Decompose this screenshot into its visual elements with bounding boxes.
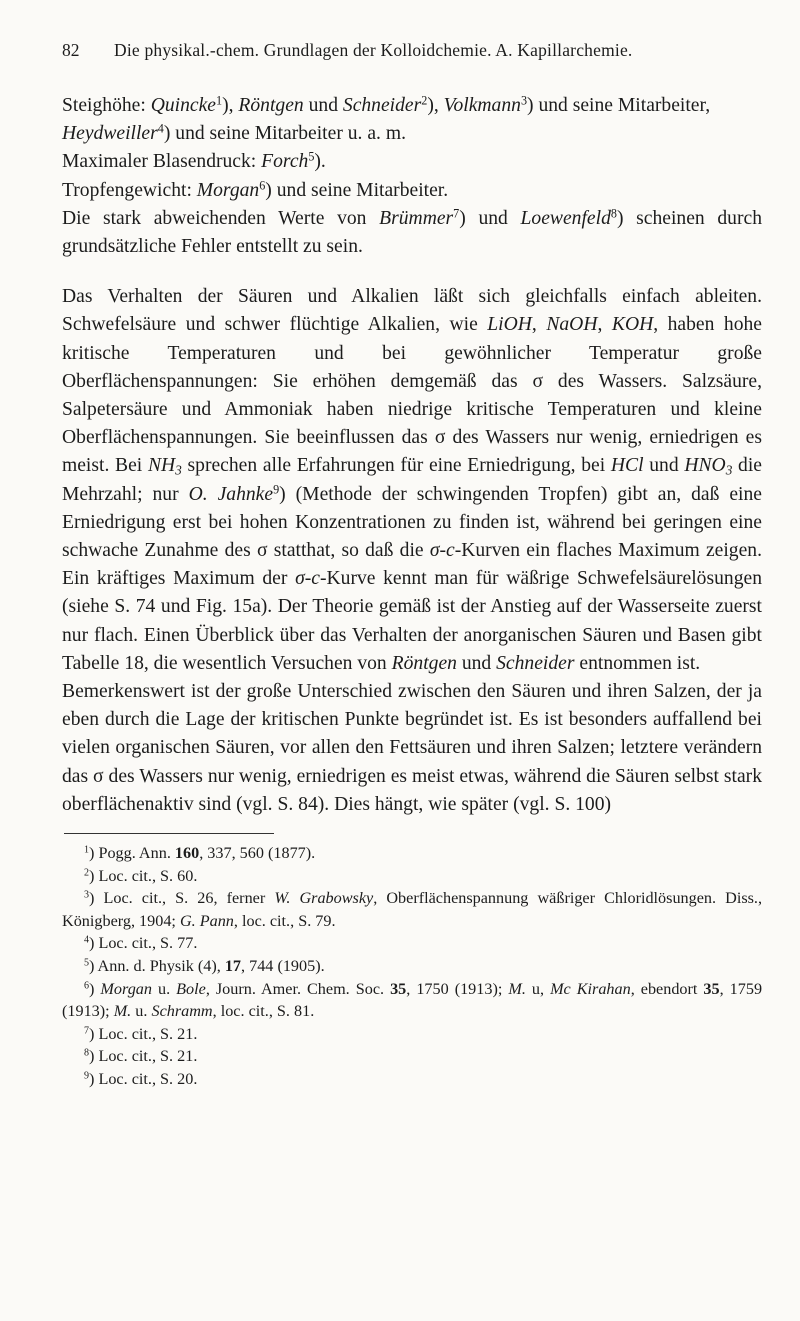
footnote-ref-6: 6 [259,177,266,192]
page-number: 82 [62,40,80,60]
footnote-ref-4: 4 [157,121,164,136]
formula-hcl: HCl [610,455,644,477]
footnote-8: $^8$) Loc. cit., S. 21. [84,1047,198,1066]
footnote-4: $^4$) Loc. cit., S. 77. [84,934,198,953]
symbol-sigma-c-2: σ-c [295,568,320,590]
footnote-1: $^1$) Pogg. Ann. 160, 337, 560 (1877). [84,844,316,863]
footnote-ref-9: 9 [273,481,280,496]
formula-hno3: $HNO_3$ [684,455,733,478]
footnotes [62,842,762,1091]
footnote-ref-8: 8 [610,206,617,221]
running-header [62,40,762,70]
line-tropfengewicht: Tropfengewicht: Morgan$^6$) und seine Mitarbeiter. [62,177,449,201]
footnote-ref-1: 1 [216,93,223,108]
footnote-ref-5: 5 [308,149,315,164]
paragraph-saeuren-alkalien: Das Verhalten der Säuren und Alkalien läßt sich gleichfalls einfach ableiten. Schwefelsäure und schwer flüchtige Alkalien, wie LiOH, NaOH, KOH, haben hohe kritische Temperaturen und bei gewöhnlicher Temperatur große Oberflächenspannungen: Sie erhöhen demgemäß das σ des Wassers. Salzsäure, Salpetersäure und Ammoniak haben niedrige kritische Temperaturen und kleine Oberflächenspannungen. Sie beeinflussen das σ des Wassers nur wenig, erniedrigen es meist. Bei $NH_3$ sprechen alle Erfahrungen für eine Erniedrigung, bei HCl und $HNO_3$ die Mehrzahl; nur O. Jahnke$^9$) (Methode der schwingenden Tropfen) gibt an, daß eine Erniedrigung erst bei hohen Konzentrationen zu finden ist, während bei geringen eine schwache Zunahme des σ statthat, so daß die σ-c-Kurven ein flaches Maximum zeigen. Ein kräftiges Maximum der σ-c-Kurve kennt man für wäßrige Schwefelsäurelösungen (siehe S. 74 und Fig. 15a). Der Theorie gemäß ist der Anstieg auf der Wasserseite zuerst nur flach. Einen Überblick über das Verhalten der anorganischen Säuren und Basen gibt Tabelle 18, die wesentlich Versuchen von Röntgen und Schneider entnommen ist. [62,286,762,674]
footnote-5: $^5$) Ann. d. Physik (4), 17, 744 (1905). [84,957,325,976]
symbol-sigma-c: σ-c [429,540,455,562]
paragraph-gap [62,261,762,283]
author-volkmann: Volkmann [443,95,521,116]
author-rontgen: Röntgen [238,95,304,116]
author-loewenfeld: Loewenfeld [520,207,611,229]
main-text [62,92,762,819]
author-brummer: Brümmer [379,207,454,229]
author-quincke: Quincke [150,95,216,116]
author-forch: Forch [261,151,309,173]
line-steighoehe: Steighöhe: Quincke$^1$), Röntgen und Schneider$^2$), Volkmann$^3$) und seine Mitarbeiter, Heydweiller$^4$) und seine Mitarbeiter u. a. m. [62,93,711,145]
author-rontgen-2: Röntgen [391,652,457,674]
footnote-ref-3: 3 [520,93,528,108]
paragraph-bemerkenswert: Bemerkenswert ist der große Unterschied zwischen den Säuren und ihren Salzen, der ja eben durch die Lage der kritischen Punkte begründet ist. Es ist besonders auffallend bei vielen organischen Säuren, vor allen den Fettsäuren und ihren Salzen; letztere verändern das σ des Wassers nur wenig, erniedrigen es meist etwas, während die Säuren selbst stark oberflächenaktiv sind (vgl. S. 84). Dies hängt, wie später (vgl. S. 100) [62,681,762,815]
footnote-9: $^9$) Loc. cit., S. 20. [84,1070,198,1089]
footnote-rule [64,833,274,834]
footnote-3: $^3$) Loc. cit., S. 26, ferner W. Grabowsky, Oberflächenspannung wäßriger Chloridlösungen. Diss., Königberg, 1904; G. Pann, loc. cit., S. 79. [62,889,763,930]
line-abweichende-werte: Die stark abweichenden Werte von Brümmer$^7$) und Loewenfeld$^8$) scheinen durch grundsätzliche Fehler entstellt zu sein. [62,206,762,258]
footnote-7: $^7$) Loc. cit., S. 21. [84,1024,198,1043]
footnote-ref-2: 2 [421,93,428,108]
author-jahnke: O. Jahnke [188,483,274,505]
formula-nh3: $NH_3$ [147,455,182,478]
running-title: Die physikal.-chem. Grundlagen der Kolloidchemie. A. Kapillarchemie. [114,40,633,60]
line-blasendruck: Maximaler Blasendruck: Forch$^5$). [62,149,326,173]
author-schneider: Schneider [342,95,422,116]
footnote-6: $^6$) Morgan u. Bole, Journ. Amer. Chem. Soc. 35, 1750 (1913); M. u, Mc Kirahan, ebendort 35, 1759 (1913); M. u. Schramm, loc. cit., S. 81. [62,979,763,1021]
author-morgan: Morgan [196,179,260,201]
formula-koh: KOH [611,314,654,336]
footnote-ref-7: 7 [453,206,460,221]
footnote-2: $^2$) Loc. cit., S. 60. [84,866,198,885]
formula-lioh: LiOH [487,314,532,336]
author-heydweiller: Heydweiller [62,123,158,145]
author-schneider-2: Schneider [496,652,575,674]
formula-naoh: NaOH [546,314,598,336]
